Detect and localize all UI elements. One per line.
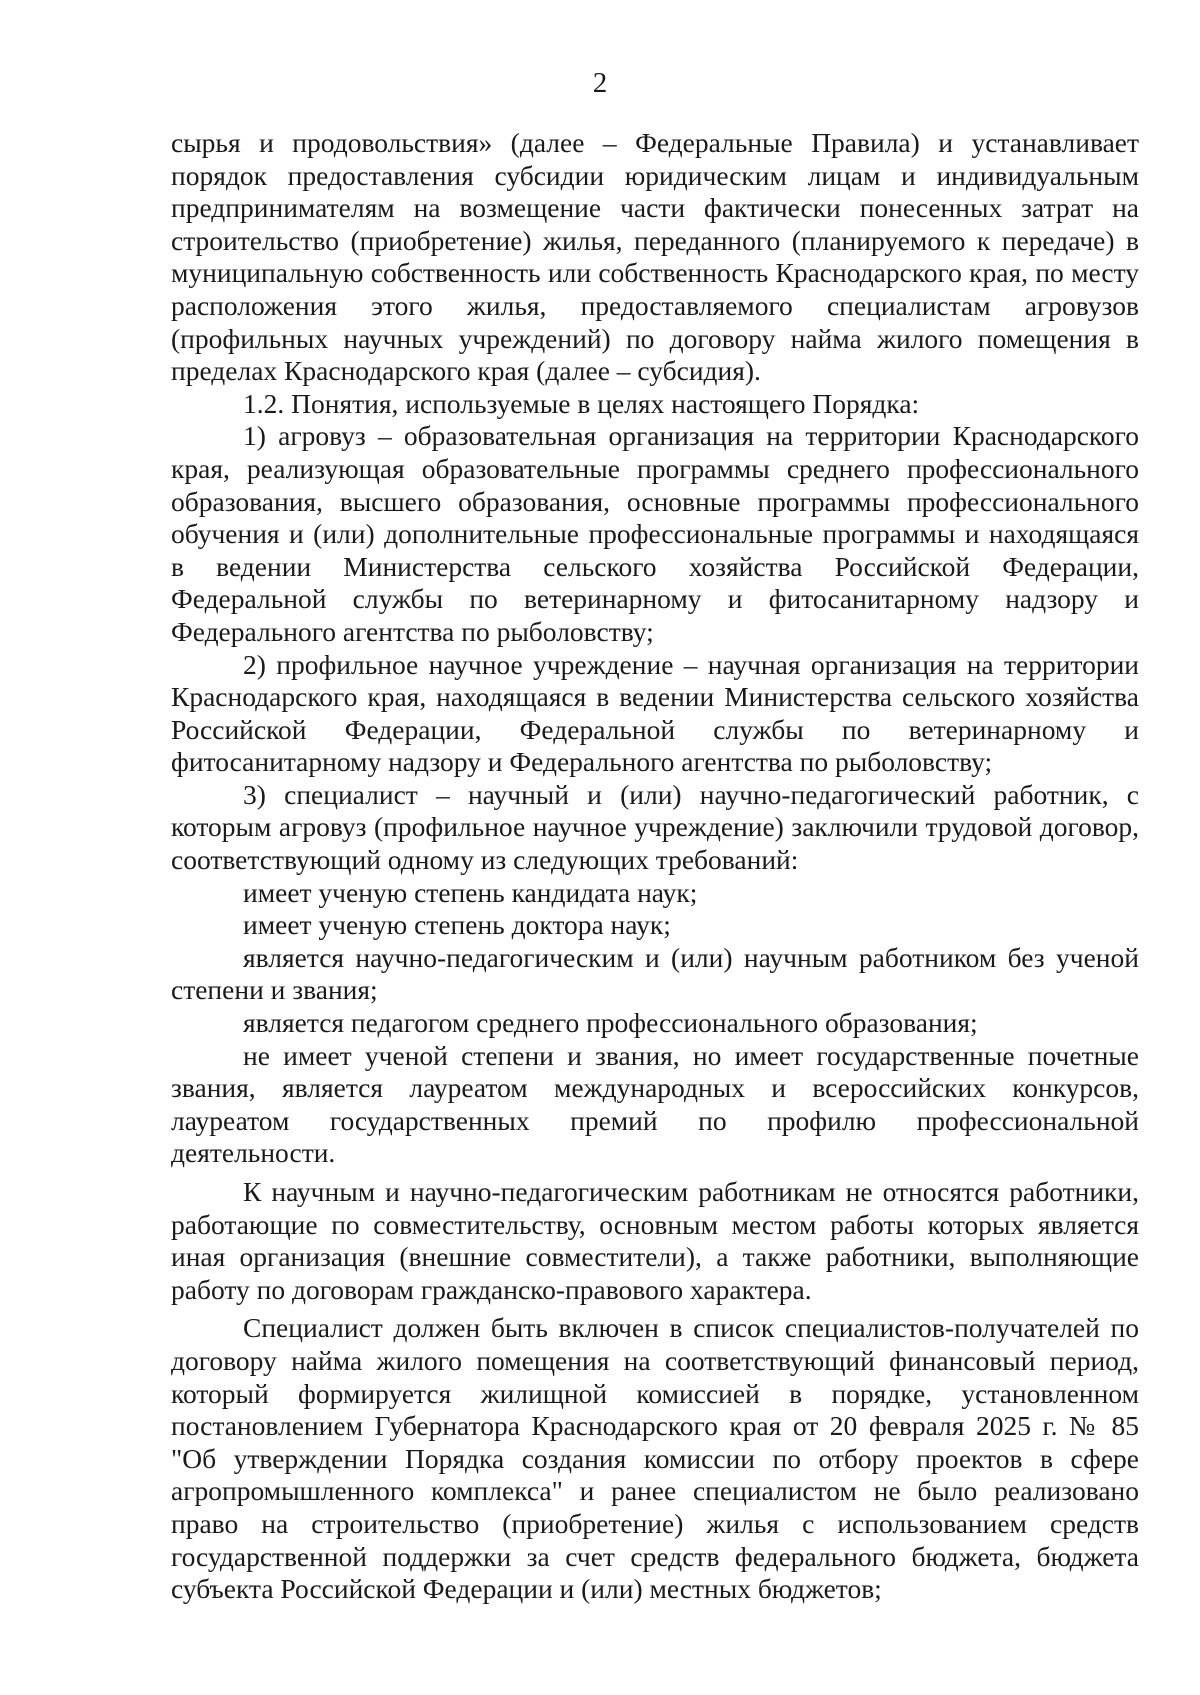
- paragraph-definition-agrovuz: 1) агровуз – образовательная организация на территории Краснодарского края, реализующая образовательные программы среднего профессионального образования, высшего образования, основные программы профессионального обучения и (или) дополнительные профессиональные программы и находящаяся в ведении Министерства сельского хозяйства Российской Федерации, Федеральной службы по ветеринарному и фитосанитарному надзору и Федерального агентства по рыболовству;: [171, 420, 1139, 647]
- list-item-doctor-degree: имеет ученую степень доктора наук;: [243, 909, 671, 941]
- paragraph-section-1-2: 1.2. Понятия, используемые в целях настоящего Порядка:: [243, 387, 920, 419]
- list-item-honorary-titles: не имеет ученой степени и звания, но имеет государственные почетные звания, является лауреатом международных и всероссийских конкурсов, лауреатом государственных премий по профилю профессиональной деятельности.: [171, 1039, 1139, 1169]
- list-item-vocational-teacher: является педагогом среднего профессионального образования;: [243, 1007, 978, 1039]
- paragraph-intro-continuation: сырья и продовольствия» (далее – Федеральные Правила) и устанавливает порядок предоставления субсидии юридическим лицам и индивидуальным предпринимателям на возмещение части фактически понесенных затрат на строительство (приобретение) жилья, переданного (планируемого к передаче) в муниципальную собственность или собственность Краснодарского края, по месту расположения этого жилья, предоставляемого специалистам агровузов (профильных научных учреждений) по договору найма жилого помещения в пределах Краснодарского края (далее – субсидия).: [171, 127, 1139, 387]
- list-item-no-degree-worker: является научно-педагогическим и (или) научным работником без ученой степени и звания;: [171, 941, 1139, 1006]
- paragraph-specialist-list: Специалист должен быть включен в список специалистов-получателей по договору найма жилого помещения на соответствующий финансовый период, который формируется жилищной комиссией в порядке, установленном постановлением Губернатора Краснодарского края от 20 февраля 2025 г. № 85 "Об утверждении Порядка создания комиссии по отбору проектов в сфере агропромышленного комплекса" и ранее специалистом не было реализовано право на строительство (приобретение) жилья с использованием средств государственной поддержки за счет средств федерального бюджета, бюджета субъекта Российской Федерации и (или) местных бюджетов;: [171, 1312, 1139, 1605]
- page-number: 2: [592, 67, 608, 99]
- document-body: [171, 127, 1139, 1606]
- paragraph-definition-research-institution: 2) профильное научное учреждение – научная организация на территории Краснодарского края, находящаяся в ведении Министерства сельского хозяйства Российской Федерации, Федеральной службы по ветеринарному и фитосанитарному надзору и Федерального агентства по рыболовству;: [171, 648, 1139, 778]
- paragraph-definition-specialist: 3) специалист – научный и (или) научно-педагогический работник, с которым агровуз (профильное научное учреждение) заключили трудовой договор, соответствующий одному из следующих требований:: [171, 778, 1139, 876]
- paragraph-exclusions: К научным и научно-педагогическим работникам не относятся работники, работающие по совместительству, основным местом работы которых является иная организация (внешние совместители), а также работники, выполняющие работу по договорам гражданско-правового характера.: [171, 1176, 1139, 1305]
- list-item-candidate-degree: имеет ученую степень кандидата наук;: [243, 876, 698, 908]
